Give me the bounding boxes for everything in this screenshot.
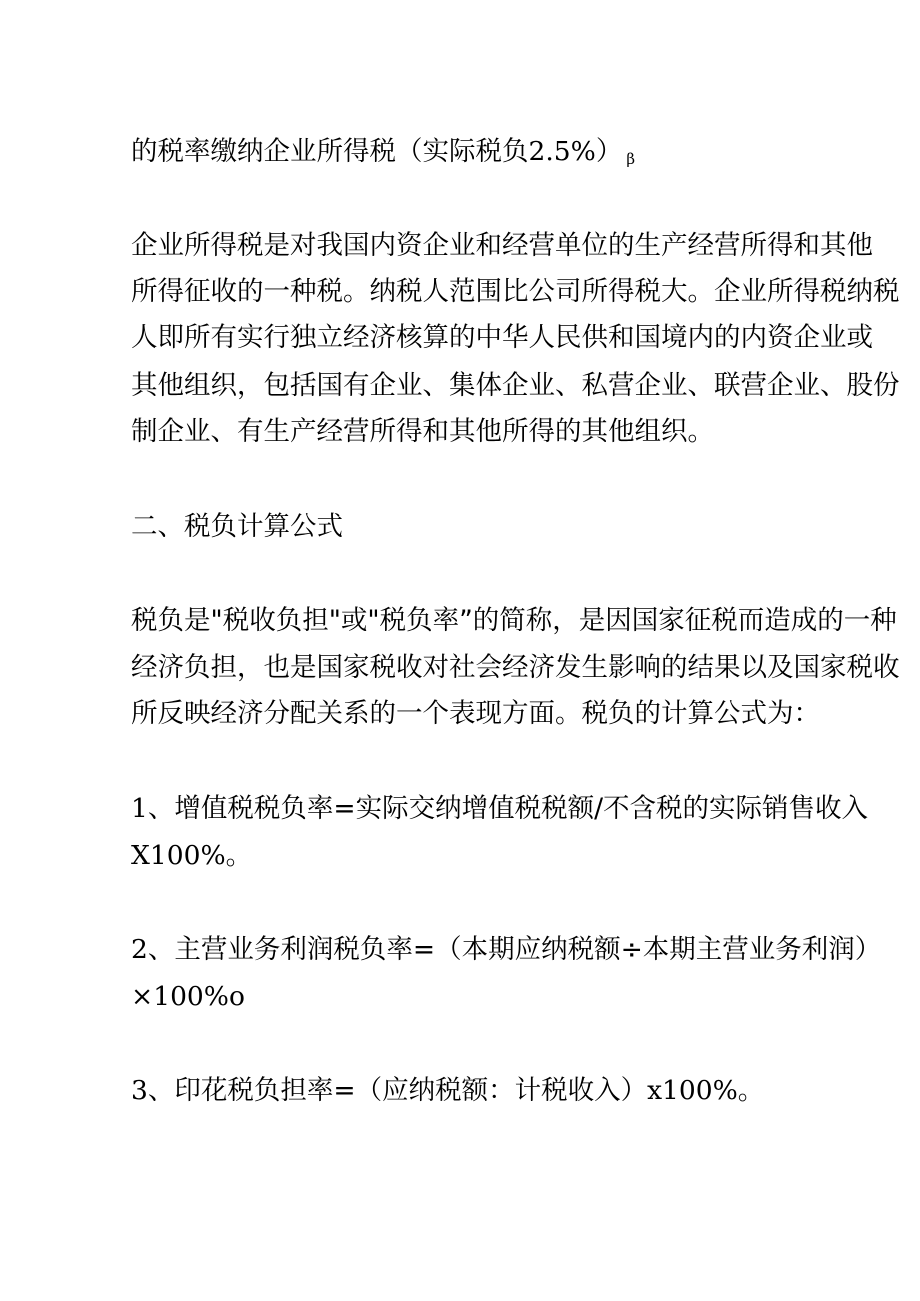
formula2-text: 、主营业务利润税负率=（本期应纳税额÷本期主营业务利润） [147,934,882,965]
formula1-line [131,789,868,829]
formula1-continuation: X100%。 [131,840,253,871]
formula3-number: 3 [131,1075,148,1106]
intro-line [131,132,635,179]
intro-rate: 2.5%） [528,136,623,167]
paragraph1-line: 所得征收的一种税。纳税人范围比公司所得税大。企业所得税纳税 [131,276,900,307]
paragraph1-line: 其他组织，包括国有企业、集体企业、私营企业、联营企业、股份 [131,370,900,401]
paragraph1-line: 人即所有实行独立经济核算的中华人民供和国境内的内资企业或 [131,322,873,353]
paragraph2-line: 经济负担，也是国家税收对社会经济发生影响的结果以及国家税收 [131,652,900,683]
section-heading: 二、税负计算公式 [131,511,343,542]
formula3-line [131,1071,764,1111]
formula3-text: 、印花税负担率=（应纳税额：计税收入） [147,1075,648,1106]
formula2-continuation: ×100%o [131,981,245,1012]
paragraph2-line: 税负是"税收负担"或"税负率”的简称，是因国家征税而造成的一种 [131,605,897,636]
formula3-continuation: x100%。 [647,1075,765,1106]
paragraph1-line: 制企业、有生产经营所得和其他所得的其他组织。 [131,416,714,447]
intro-mark: β [626,150,635,168]
intro-text: 的税率缴纳企业所得税（实际税负 [131,136,529,167]
formula2-line [131,930,881,970]
paragraph1-line: 企业所得税是对我国内资企业和经营单位的生产经营所得和其他 [131,230,873,261]
formula2-number: 2 [131,934,148,965]
formula1-number: 1 [131,793,148,824]
formula1-text: 、增值税税负率=实际交纳增值税税额/不含税的实际销售收入 [147,793,869,824]
paragraph2-line: 所反映经济分配关系的一个表现方面。税负的计算公式为： [131,698,820,729]
